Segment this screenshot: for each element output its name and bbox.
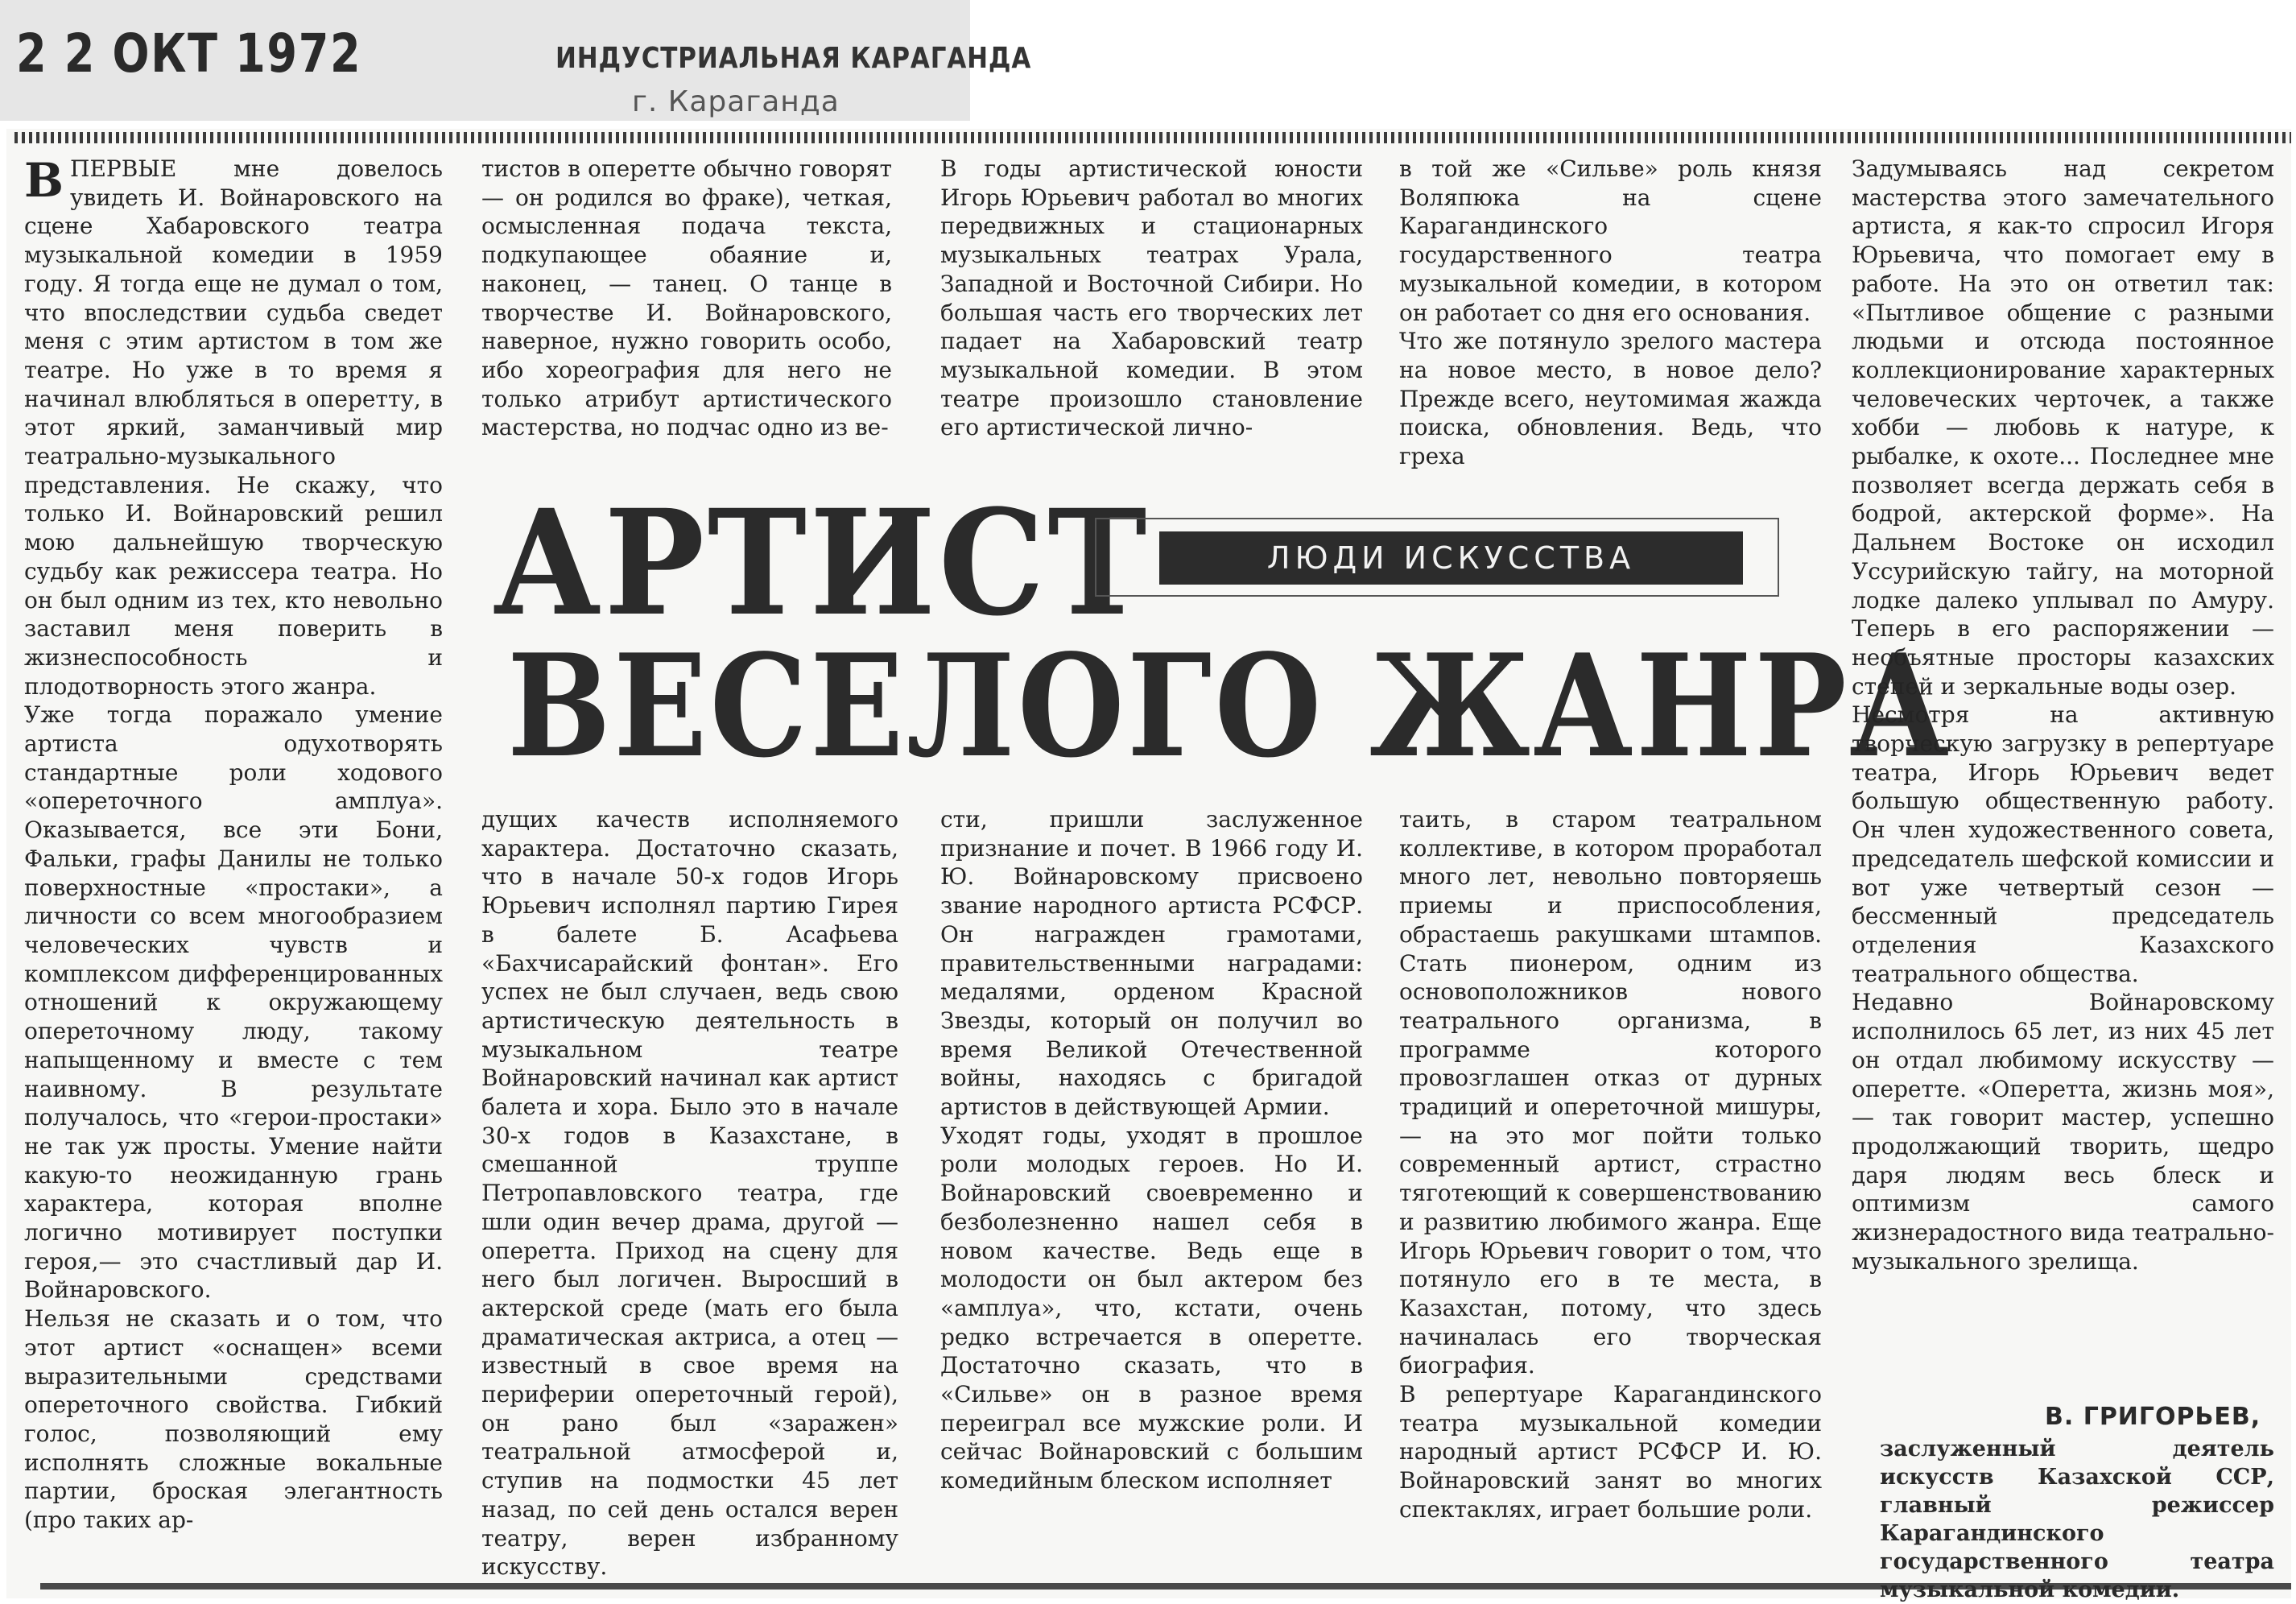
author-title: заслуженный деятель искусств Казахской ССР, главный режиссер Карагандинского государственного театра музыкальной комедии. [1880,1437,2274,1602]
article-column-4-bottom: таить, в старом театральном коллективе, в котором проработал много лет, невольно повторяешь приемы и приспособления, обрастаешь ракушками штампов. Стать пионером, одним из основоположников нового театрального организма, в программе которого провозглашен отказ от дурных традиций и опереточной мишуры, — на это мог пойти только современный артист, страстно тяготеющий к совершенствованию и развитию любимого жанра. Еще Игорь Юрьевич говорит о том, что потянуло его в те места, в Казахстан, потому, что здесь начиналась его творческая биография. В репертуаре Карагандинского театра музыкальной комедии народный артист РСФСР И. Ю. Войнаровский занят во многих спектаклях, играет большие роли. [1399,806,1822,1523]
article-column-1 [24,155,443,1535]
top-hatched-rule [14,132,2291,143]
author-name: В. ГРИГОРЬЕВ, [2045,1403,2261,1431]
headline-line-1: АРТИСТ [493,478,1150,648]
article-column-2-top: тистов в оперетте обычно говорят — он родился во фраке), четкая, осмысленная подача текста, подкупающее обаяние и, наконец, — танец. О танце в творчестве И. Войнаровского, наверное, нужно говорить особо, ибо хореография для него не только атрибут артистического мастерства, но подчас одно из ве- [481,155,892,441]
article-column-4-top: в той же «Сильве» роль князя Воляпюка на сцене Карагандинского государственного театра музыкальной комедии, в котором он работает со дня его основания. Что же потянуло зрелого мастера на новое место, в новое дело? Прежде всего, неутомимая жажда поиска, обновления. Ведь, что греха [1399,155,1822,470]
date-stamp: 2 2 ОКТ 1972 [16,23,362,85]
article-column-3-bottom: сти, пришли заслуженное признание и почет. В 1966 году И. Ю. Войнаровскому присвоено звание народного артиста РСФСР. Он награжден грамотами, правительственными наградами: медалями, орденом Красной Звезды, который он получил во время Великой Отечественной войны, находясь с бригадой артистов в действующей Армии. Уходят годы, уходят в прошлое роли молодых героев. Но И. Войнаровский своевременно и безболезненно нашел себя в новом качестве. Ведь еще в молодости он был актером без «амплуа», что, кстати, очень редко встречается в оперетте. Достаточно сказать, что в «Сильве» он в разное время переиграл все мужские роли. И сейчас Войнаровский с большим комедийным блеском исполняет [940,806,1363,1494]
rubric-label: ЛЮДИ ИСКУССТВА [1159,531,1743,585]
city-stamp: г. Караганда [632,85,840,118]
drop-cap: В [24,153,64,208]
column-1-text: ПЕРВЫЕ мне довелось увидеть И. Войнаровского на сцене Хабаровского театра музыкальной комедии в 1959 году. Я тогда еще не думал о том, что впоследствии судьба сведет меня с этим артистом в том же театре. Но уже в то время я начинал влюбляться в оперетту, в этот яркий, заманчивый мир театрально-музыкального представления. Не скажу, что только И. Войнаровский решил мою дальнейшую творческую судьбу как режиссера театра. Но он был одним из тех, кто невольно заставил меня поверить в жизнеспособность и плодотворность этого жанра. Уже тогда поражало умение артиста одухотворять стандартные роли ходового «опереточного амплуа». Оказывается, все эти Бони, Фальки, графы Данилы не только поверхностные «простаки», а личности со всем многообразием человеческих чувств и комплексом дифференцированных отношений к окружающему опереточному люду, такому напыщенному и вместе с тем наивному. В результате получалось, что «герои-простаки» не так уж просты. Умение найти какую-то неожиданную грань характера, которая вполне логично мотивирует поступки героя,— это счастливый дар И. Войнаровского. Нельзя не сказать и о том, что этот артист «оснащен» всеми выразительными средствами опереточного свойства. Гибкий голос, позволяющий ему исполнять сложные вокальные партии, броская элегантность (про таких ар- [24,155,443,1534]
newspaper-name-stamp: ИНДУСТРИАЛЬНАЯ КАРАГАНДА [555,42,1032,75]
article-column-5: Задумываясь над секретом мастерства этого замечательного артиста, я как-то спросил Игоря Юрьевича, что помогает ему в работе. На это он ответил так: «Пытливое общение с разными людьми и отсюда постоянное коллекционирование характерных человеческих черточек, а также хобби — любовь к натуре, к рыбалке, к охоте... Последнее мне позволяет всегда держать себя в бодрой, актерской форме». На Дальнем Востоке он исходил Уссурийскую тайгу, на моторной лодке далеко уплывал по Амуру. Теперь в его распоряжении — необъятные просторы казахских степей и зеркальные воды озер. Несмотря на активную творческую загрузку в репертуаре театра, Игорь Юрьевич ведет большую общественную работу. Он член художественного совета, председатель шефской комиссии и вот уже четвертый сезон — бессменный председатель отделения Казахского театрального общества. Недавно Войнаровскому исполнилось 65 лет, из них 45 лет он отдал любимому искусству — оперетте. «Оперетта, жизнь моя», — так говорит мастер, успешно продолжающий творить, щедро даря людям весь блеск и оптимизм самого жизнерадостного вида театрально-музыкального зрелища. [1852,155,2274,1275]
article-column-3-top: В годы артистической юности Игорь Юрьевич работал во многих передвижных и стационарных музыкальных театрах Урала, Западной и Восточной Сибири. Но большая часть его творческих лет падает на Хабаровский театр музыкальной комедии. В этом театре произошло становление его артистической лично- [940,155,1363,441]
headline-line-2: ВЕСЕЛОГО ЖАНРА [507,624,1952,789]
article-column-2-bottom: дущих качеств исполняемого характера. Достаточно сказать, что в начале 50-х годов Игорь Юрьевич исполнял партию Гирея в балете Б. Асафьева «Бахчисарайский фонтан». Его успех не был случаен, ведь свою артистическую деятельность в музыкальном театре Войнаровский начинал как артист балета и хора. Было это в начале 30-х годов в Казахстане, в смешанной труппе Петропавловского театра, где шли один вечер драма, другой —оперетта. Приход на сцену для него был логичен. Выросший в актерской среде (мать его была драматическая актриса, а отец — известный в свое время на периферии опереточный герой), он рано был «заражен» театральной атмосферой и, ступив на подмостки 45 лет назад, по сей день остался верен театру, верен избранному искусству. [481,806,898,1581]
